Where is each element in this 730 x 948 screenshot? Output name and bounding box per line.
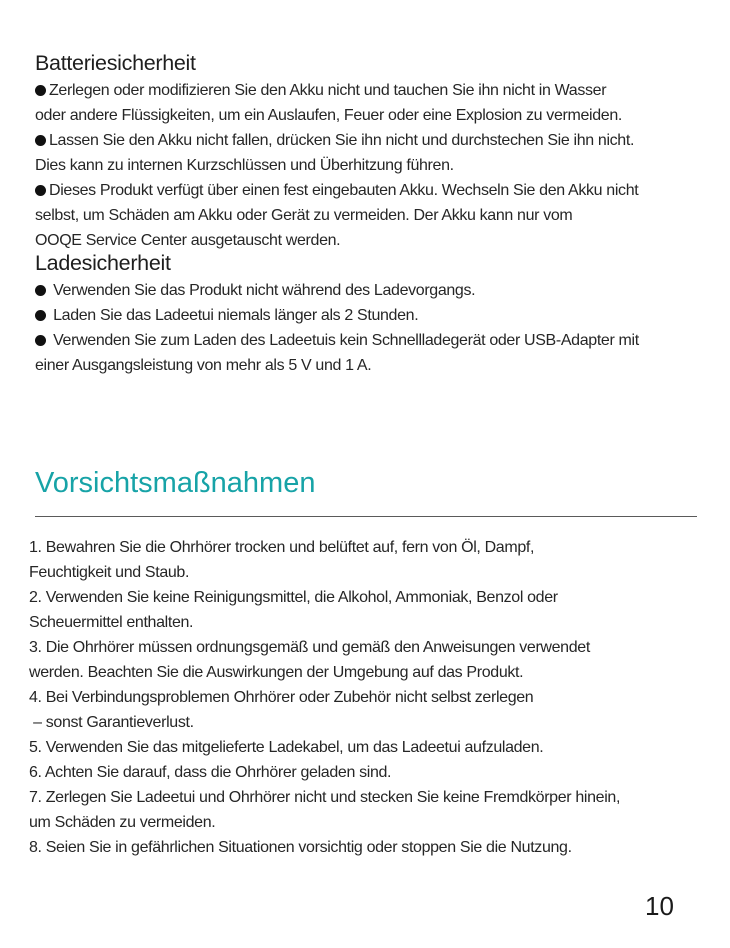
bullet-line (35, 131, 634, 151)
bullet-text: Zerlegen oder modifizieren Sie den Akku nicht und tauchen Sie ihn nicht in Wasser (49, 82, 607, 99)
text-line: Dies kann zu internen Kurzschlüssen und Überhitzung führen. (35, 157, 454, 174)
list-line: 7. Zerlegen Sie Ladeetui und Ohrhörer nicht und stecken Sie keine Fremdkörper hinein, (29, 789, 621, 806)
bullet-line (35, 181, 638, 201)
list-line: 2. Verwenden Sie keine Reinigungsmittel, die Alkohol, Ammoniak, Benzol oder (29, 589, 558, 606)
bullet-text: Dieses Produkt verfügt über einen fest eingebauten Akku. Wechseln Sie den Akku nicht (49, 182, 639, 199)
list-line: werden. Beachten Sie die Auswirkungen der Umgebung auf das Produkt. (29, 664, 524, 681)
list-line: 3. Die Ohrhörer müssen ordnungsgemäß und gemäß den Anweisungen verwendet (29, 639, 590, 656)
heading-divider (35, 516, 697, 517)
list-line: um Schäden zu vermeiden. (29, 814, 216, 831)
precautions-heading: Vorsichtsmaßnahmen (35, 467, 316, 499)
list-line: Feuchtigkeit und Staub. (29, 564, 190, 581)
battery-safety-title: Batteriesicherheit (35, 51, 196, 75)
bullet-text: Verwenden Sie das Produkt nicht während des Ladevorgangs. (53, 282, 476, 299)
bullet-icon (35, 85, 46, 96)
bullet-line (35, 331, 639, 351)
bullet-icon (35, 285, 46, 296)
list-line: 8. Seien Sie in gefährlichen Situationen vorsichtig oder stoppen Sie die Nutzung. (29, 839, 572, 856)
bullet-icon (35, 135, 46, 146)
page-number: 10 (645, 891, 674, 921)
bullet-icon (35, 185, 46, 196)
list-line: – sonst Garantieverlust. (29, 714, 194, 731)
list-line: 1. Bewahren Sie die Ohrhörer trocken und belüftet auf, fern von Öl, Dampf, (29, 539, 535, 556)
bullet-line (35, 281, 475, 301)
text-line: oder andere Flüssigkeiten, um ein Auslaufen, Feuer oder eine Explosion zu vermeiden. (35, 107, 622, 124)
list-line: 6. Achten Sie darauf, dass die Ohrhörer geladen sind. (29, 764, 392, 781)
text-line: OOQE Service Center ausgetauscht werden. (35, 232, 341, 249)
text-line: selbst, um Schäden am Akku oder Gerät zu vermeiden. Der Akku kann nur vom (35, 207, 573, 224)
charging-safety-title: Ladesicherheit (35, 251, 171, 275)
bullet-text: Verwenden Sie zum Laden des Ladeetuis kein Schnellladegerät oder USB-Adapter mit (53, 332, 639, 349)
bullet-text: Laden Sie das Ladeetui niemals länger als 2 Stunden. (53, 307, 419, 324)
bullet-line (35, 306, 418, 326)
bullet-text: Lassen Sie den Akku nicht fallen, drücken Sie ihn nicht und durchstechen Sie ihn nicht. (49, 132, 635, 149)
list-line: 4. Bei Verbindungsproblemen Ohrhörer oder Zubehör nicht selbst zerlegen (29, 689, 534, 706)
list-line: 5. Verwenden Sie das mitgelieferte Ladekabel, um das Ladeetui aufzuladen. (29, 739, 544, 756)
list-line: Scheuermittel enthalten. (29, 614, 194, 631)
bullet-icon (35, 335, 46, 346)
bullet-line (35, 81, 606, 101)
bullet-icon (35, 310, 46, 321)
text-line: einer Ausgangsleistung von mehr als 5 V und 1 A. (35, 357, 372, 374)
